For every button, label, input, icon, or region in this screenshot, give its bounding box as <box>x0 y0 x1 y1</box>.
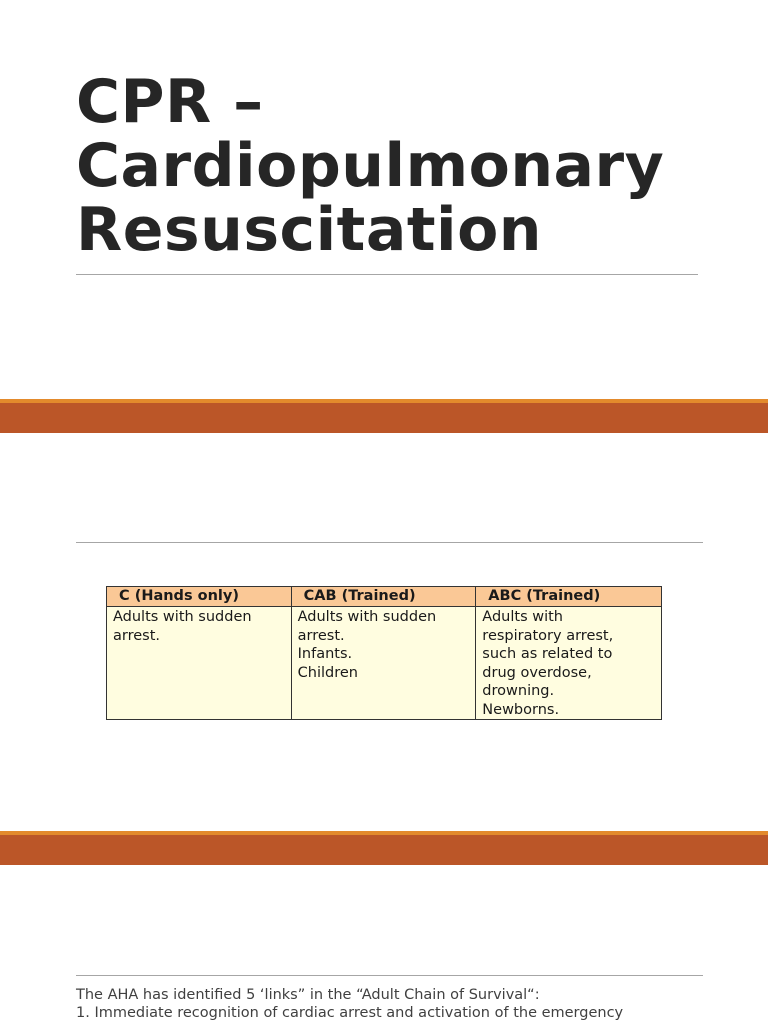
title-line: CPR – <box>76 67 264 137</box>
cell-line: Infants. <box>297 646 353 662</box>
title-line: Cardiopulmonary <box>76 131 665 201</box>
table-header-cell: CAB (Trained) <box>291 587 476 607</box>
cell-line: Adults with sudden <box>113 609 252 625</box>
body-line: 1. Immediate recognition of cardiac arrest and activation of the emergency <box>76 1005 624 1021</box>
cell-line: Newborns. <box>482 701 560 718</box>
table-cell <box>476 607 662 720</box>
slide-divider <box>76 975 703 976</box>
cell-line: arrest. <box>297 627 345 644</box>
cell-line: Adults with sudden <box>297 609 437 625</box>
cell-line: respiratory arrest, <box>482 627 614 644</box>
table-cell <box>291 607 476 720</box>
cell-line: Children <box>297 664 358 681</box>
slide-divider <box>76 542 703 543</box>
title-line: Resuscitation <box>76 195 543 265</box>
table-header-row <box>107 587 662 607</box>
body-line: The AHA has identified 5 ‘links” in the “Adult Chain of Survival“: <box>76 987 540 1003</box>
slide-separator-band <box>0 399 768 433</box>
table-header-cell: C (Hands only) <box>107 587 292 607</box>
table-cell <box>107 607 292 720</box>
cell-line: such as related to <box>482 646 613 662</box>
cell-line: drug overdose, <box>482 664 592 681</box>
cpr-methods-table <box>106 586 662 720</box>
title-divider <box>76 274 698 275</box>
table-row <box>107 607 662 720</box>
cell-line: arrest. <box>113 627 161 644</box>
slide-title <box>76 67 756 265</box>
table-header-cell: ABC (Trained) <box>476 587 662 607</box>
cell-line: drowning. <box>482 683 555 699</box>
chain-of-survival-text <box>76 986 756 1022</box>
cell-line: Adults with <box>482 609 563 625</box>
slide-separator-band <box>0 831 768 865</box>
